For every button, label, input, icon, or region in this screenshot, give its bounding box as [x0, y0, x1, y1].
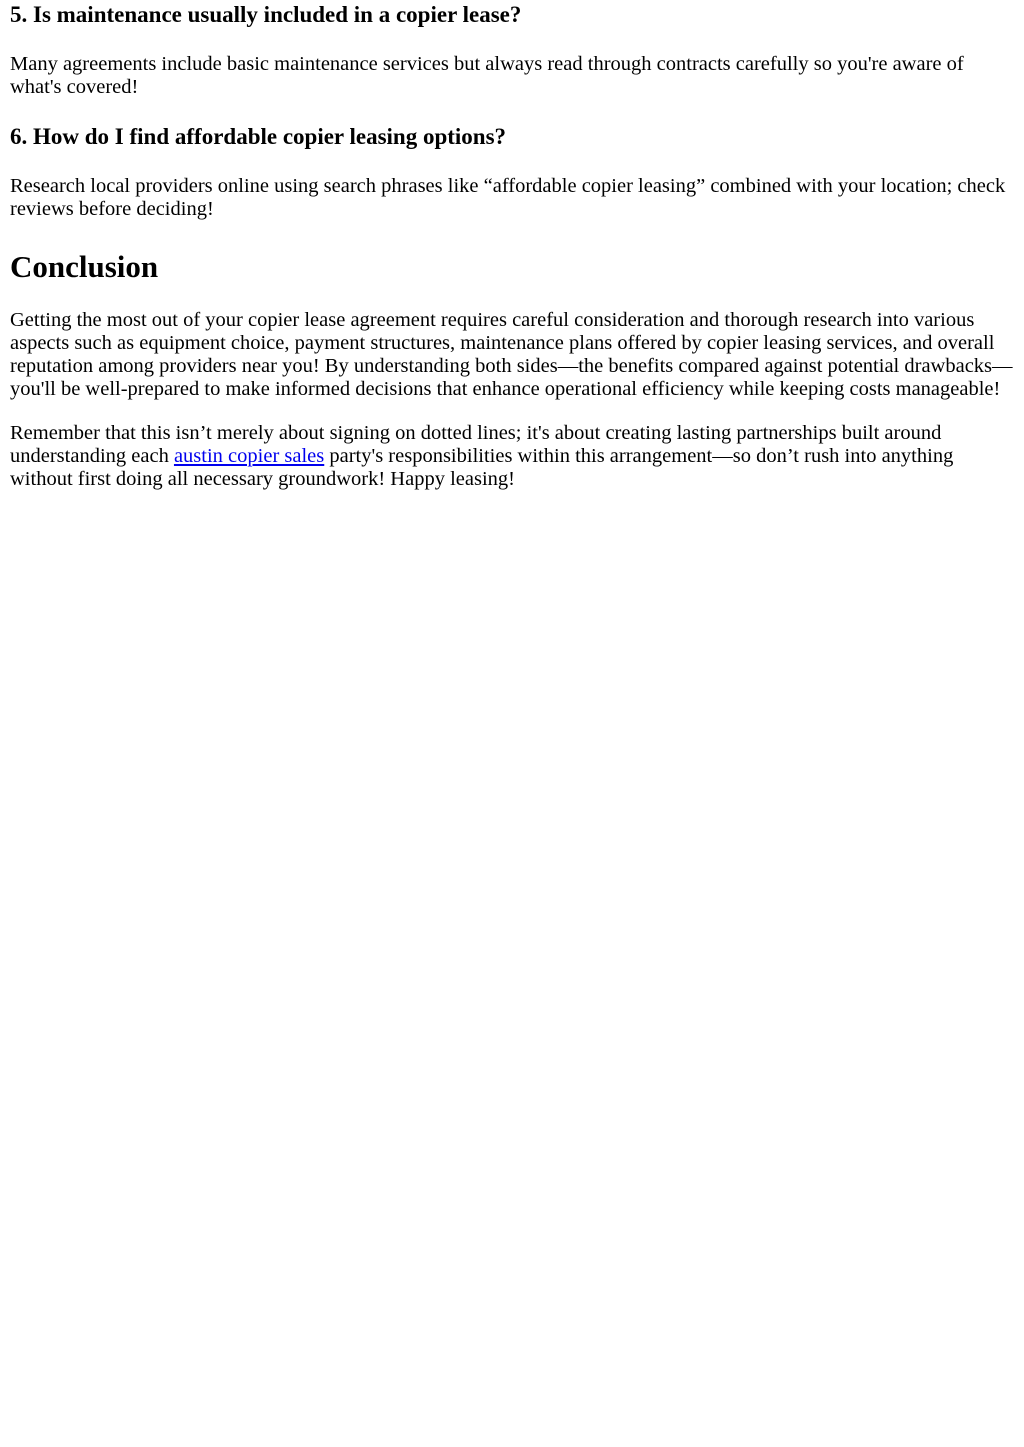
- conclusion-paragraph-2-text-after: party's responsibilities within this arrangement—so don’t rush into anything without first doing all necessary groundwork! Happy leasing!: [10, 445, 954, 490]
- article-body: [0, 1, 1024, 491]
- conclusion-paragraph-1: Getting the most out of your copier lease agreement requires careful consideration and thorough research into various aspects such as equipment choice, payment structures, maintenance plans offered by copier leasing services, and overall reputation among providers near you! By understanding both sides—the benefits compared against potential drawbacks—you'll be well-prepared to make informed decisions that enhance operational efficiency while keeping costs manageable!: [10, 309, 1013, 400]
- faq-question-5: 5. Is maintenance usually included in a copier lease?: [10, 2, 522, 27]
- conclusion-heading: Conclusion: [10, 249, 159, 284]
- faq-answer-5: Many agreements include basic maintenance services but always read through contracts carefully so you're aware of what's covered!: [10, 53, 964, 98]
- austin-copier-sales-link[interactable]: austin copier sales: [173, 445, 325, 467]
- conclusion-paragraph-2: [10, 422, 1014, 491]
- faq-answer-6: Research local providers online using search phrases like “affordable copier leasing” combined with your location; check reviews before deciding!: [10, 175, 1006, 220]
- faq-question-6: 6. How do I find affordable copier leasing options?: [10, 124, 507, 149]
- conclusion-paragraph-2-text-before: Remember that this isn’t merely about signing on dotted lines; it's about creating lasting partnerships built around understanding each: [10, 422, 942, 467]
